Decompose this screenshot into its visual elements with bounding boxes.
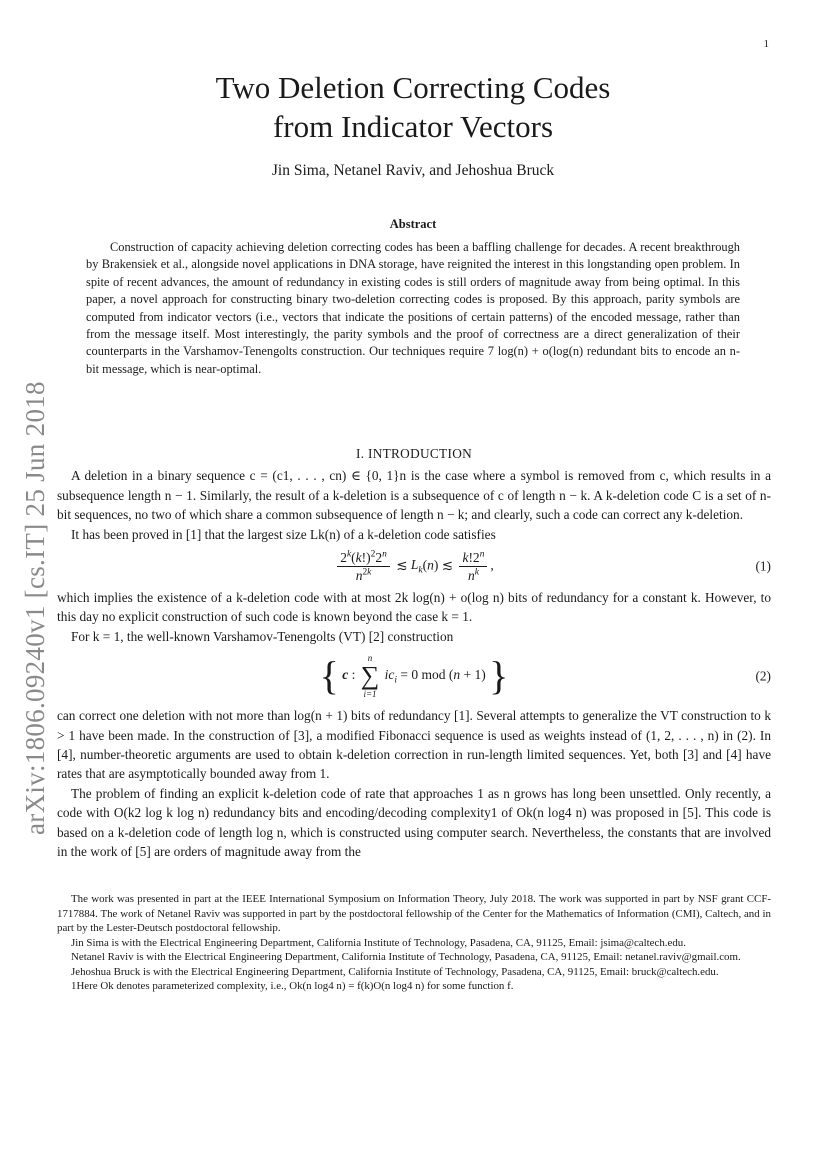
footnotes xyxy=(57,892,771,994)
title-block xyxy=(0,68,826,180)
abstract xyxy=(86,217,740,378)
equation-2-content: { c : n ∑ i=1 $ic_i = 0$ mod (n + 1) } xyxy=(319,653,509,700)
equation-1 xyxy=(57,544,771,588)
paragraph-1: A deletion in a binary sequence c = (c1, . . . , cn) ∈ {0, 1}n is the case where a symbol is removed from c, which results in a subsequence length n − 1. Similarly, the result of a k-deletion is a subsequence of c of length n − k. A k-deletion code C is a set of n-bit sequences, no two of which share a common subsequence of length n − k; and clearly, such a code can correct any k-deletion. xyxy=(57,468,771,523)
equation-1-content: $\frac{2^k(k!)^22^n}{n^{2k}}$ ≲ $L_k(n)$ ≲ $\frac{k!2^n}{n^k}$ , xyxy=(334,549,494,584)
paper-title xyxy=(0,68,826,146)
footnote-author-bruck: Jehoshua Bruck is with the Electrical Engineering Department, California Institute of Technology, Pasadena, CA, 91125, Email: bruck@caltech.edu. xyxy=(71,965,719,978)
arxiv-identifier-stamp: arXiv:1806.09240v1 [cs.IT] 25 Jun 2018 xyxy=(20,381,50,835)
paragraph-3: which implies the existence of a k-deletion code with at most 2k log(n) + o(log n) bits of redundancy for a constant k. However, to this day no explicit construction of such code is known beyond the case k = 1. xyxy=(57,590,771,625)
page-number: 1 xyxy=(763,38,769,50)
footnote-complexity: 1Here Ok denotes parameterized complexity, i.e., Ok(n log4 n) = f(k)O(n log4 n) for some function f. xyxy=(71,980,514,992)
footnote-author-sima: Jin Sima is with the Electrical Engineering Department, California Institute of Technology, Pasadena, CA, 91125, Email: jsima@caltech.edu. xyxy=(71,936,686,949)
footnote-funding: The work was presented in part at the IEEE International Symposium on Information Theory, July 2018. The work was supported in part by NSF grant CCF-1717884. The work of Netanel Raviv was supported in part by the postdoctoral fellowship of the Center for the Mathematics of Information (CMI), Caltech, and in part by the Lester-Deutsch postdoctoral fellowship. xyxy=(57,893,771,934)
paragraph-6: The problem of finding an explicit k-deletion code of rate that approaches 1 as n grows has long been unsettled. Only recently, a code with O(k2 log k log n) redundancy bits and encoding/decoding complexity1 of Ok(n log4 n) was proposed in [5]. This code is based on a k-deletion code of length log n, which is constructed using computer search. Nevertheless, the constants that are involved in the work of [5] are orders of magnitude away from the xyxy=(57,785,771,860)
paragraph-4: For k = 1, the well-known Varshamov-Tenengolts (VT) [2] construction xyxy=(71,628,454,644)
equation-2 xyxy=(57,646,771,706)
title-line-2: from Indicator Vectors xyxy=(272,109,554,144)
section-heading: I. INTRODUCTION xyxy=(355,446,473,461)
title-line-1: Two Deletion Correcting Codes xyxy=(215,70,611,105)
equation-2-number: (2) xyxy=(755,668,771,684)
abstract-body: Construction of capacity achieving deletion correcting codes has been a baffling challenge for decades. A recent breakthrough by Brakensiek et al., alongside novel applications in DNA storage, have reignited the interest in this longstanding open problem. In spite of recent advances, the amount of redundancy in existing codes is still orders of magnitude away from being optimal. In this paper, a novel approach for constructing binary two-deletion correcting codes is proposed. By this approach, parity symbols are computed from indicator vectors (i.e., vectors that indicate the positions of certain patterns) of the encoded message, rather than from the message itself. Most interestingly, the parity symbols and the proof of correctness are a direct generalization of their counterparts in the Varshamov-Tenengolts construction. Our techniques require 7 log(n) + o(log(n) redundant bits to encode an n-bit message, which is near-optimal. xyxy=(86,240,740,376)
footnote-author-raviv: Netanel Raviv is with the Electrical Engineering Department, California Institute of Technology, Pasadena, CA, 91125, Email: netanel.raviv@gmail.com. xyxy=(71,951,741,963)
authors: Jin Sima, Netanel Raviv, and Jehoshua Bruck xyxy=(271,162,555,179)
abstract-heading: Abstract xyxy=(389,217,437,231)
paragraph-5: can correct one deletion with not more than log(n + 1) bits of redundancy [1]. Several attempts to generalize the VT construction to k > 1 have been made. In the construction of [3], a modified Fibonacci sequence is used as weights instead of (1, 2, . . . , n) in (2). In [4], number-theoretic arguments are used to obtain k-deletion correction in run-length limited sequences. Yet, both [3] and [4] have rates that are asymptotically bounded away from 1. xyxy=(57,708,771,782)
paragraph-2: It has been proved in [1] that the largest size Lk(n) of a k-deletion code satisfies xyxy=(71,526,496,542)
equation-1-number: (1) xyxy=(755,558,771,574)
main-body xyxy=(57,444,771,862)
